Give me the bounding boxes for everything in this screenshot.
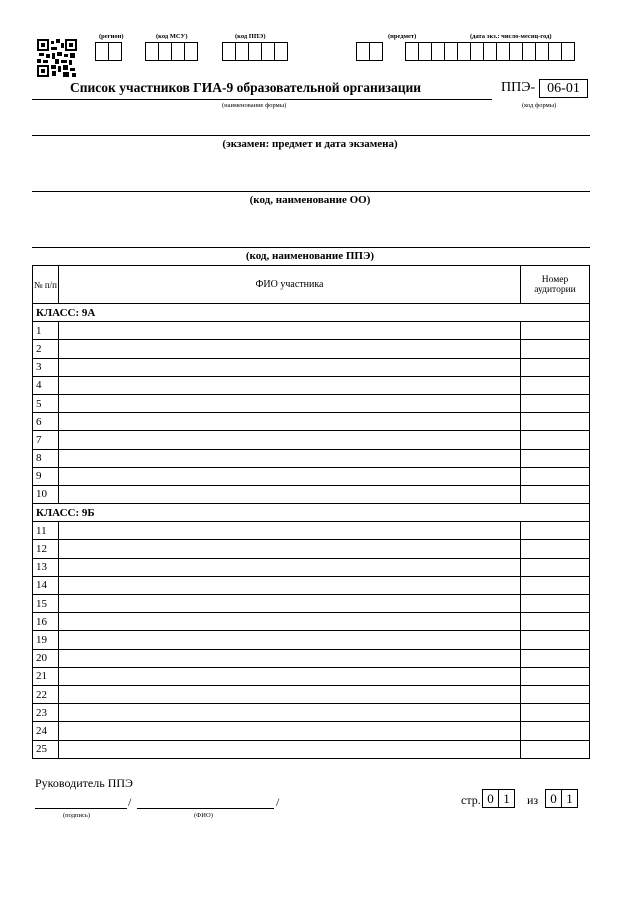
room-cell[interactable]	[521, 449, 590, 467]
fio-cell[interactable]	[59, 376, 521, 394]
room-cell[interactable]	[521, 522, 590, 540]
qr-code	[37, 39, 77, 77]
sign-caption: (подпись)	[63, 812, 90, 819]
fio-cell[interactable]	[59, 449, 521, 467]
room-cell[interactable]	[521, 631, 590, 649]
page-digit: 0	[482, 789, 499, 808]
region-boxes[interactable]	[95, 42, 122, 61]
row-number: 1	[33, 322, 59, 340]
table-row	[33, 485, 590, 503]
row-number: 21	[33, 667, 59, 685]
fio-cell[interactable]	[59, 358, 521, 376]
room-cell[interactable]	[521, 722, 590, 740]
table-row	[33, 340, 590, 358]
table-row	[33, 740, 590, 758]
fio-cell[interactable]	[59, 740, 521, 758]
row-number: 16	[33, 613, 59, 631]
msu-boxes[interactable]	[145, 42, 198, 61]
fio-cell[interactable]	[59, 704, 521, 722]
row-number: 8	[33, 449, 59, 467]
fio-cell[interactable]	[59, 413, 521, 431]
room-cell[interactable]	[521, 467, 590, 485]
date-label: (дата экз.: число-месяц-год)	[470, 33, 552, 40]
table-row	[33, 358, 590, 376]
room-cell[interactable]	[521, 485, 590, 503]
room-cell[interactable]	[521, 667, 590, 685]
form-code: 06-01	[539, 79, 588, 98]
room-cell[interactable]	[521, 740, 590, 758]
room-cell[interactable]	[521, 685, 590, 703]
room-cell[interactable]	[521, 576, 590, 594]
subject-label: (предмет)	[388, 33, 417, 40]
of-label: из	[527, 793, 539, 807]
row-number: 25	[33, 740, 59, 758]
room-cell[interactable]	[521, 704, 590, 722]
fio-cell[interactable]	[59, 540, 521, 558]
head-label: Руководитель ППЭ	[35, 776, 133, 790]
row-number: 11	[33, 522, 59, 540]
class-label: КЛАСС: 9Б	[33, 504, 590, 522]
ppe-code-label: (код ППЭ)	[235, 33, 266, 40]
fio-cell[interactable]	[59, 485, 521, 503]
room-cell[interactable]	[521, 431, 590, 449]
table-row	[33, 667, 590, 685]
fio-cell[interactable]	[59, 467, 521, 485]
class-row	[33, 504, 590, 522]
class-label: КЛАСС: 9А	[33, 304, 590, 322]
page-label: стр.	[461, 793, 481, 807]
page-number	[482, 789, 515, 808]
region-label: (регион)	[99, 33, 124, 40]
table-row	[33, 613, 590, 631]
table-row	[33, 558, 590, 576]
row-number: 19	[33, 631, 59, 649]
page-total	[545, 789, 578, 808]
row-number: 4	[33, 376, 59, 394]
table-row	[33, 722, 590, 740]
room-cell[interactable]	[521, 322, 590, 340]
exam-caption: (экзамен: предмет и дата экзамена)	[222, 138, 398, 150]
form-title: Список участников ГИА-9 образовательной организации	[70, 80, 422, 95]
table-row	[33, 322, 590, 340]
table-row	[33, 595, 590, 613]
room-cell[interactable]	[521, 340, 590, 358]
class-row	[33, 304, 590, 322]
page-digit: 1	[498, 789, 515, 808]
room-cell[interactable]	[521, 595, 590, 613]
fio-cell[interactable]	[59, 667, 521, 685]
table-row	[33, 394, 590, 412]
form-code-prefix: ППЭ-	[501, 80, 536, 95]
participants-table	[32, 265, 590, 759]
oo-caption: (код, наименование ОО)	[249, 194, 371, 206]
row-number: 7	[33, 431, 59, 449]
room-cell[interactable]	[521, 358, 590, 376]
row-number: 9	[33, 467, 59, 485]
row-number: 22	[33, 685, 59, 703]
table-row	[33, 576, 590, 594]
fio-cell[interactable]	[59, 722, 521, 740]
form-name-caption: (наименование формы)	[222, 102, 287, 109]
room-cell[interactable]	[521, 376, 590, 394]
ppe-caption: (код, наименование ППЭ)	[245, 250, 375, 262]
room-cell[interactable]	[521, 394, 590, 412]
slash-1: /	[128, 795, 132, 809]
row-number: 6	[33, 413, 59, 431]
room-cell[interactable]	[521, 413, 590, 431]
fio-cell[interactable]	[59, 576, 521, 594]
row-number: 23	[33, 704, 59, 722]
total-digit: 0	[545, 789, 562, 808]
row-number: 13	[33, 558, 59, 576]
table-row	[33, 413, 590, 431]
table-row	[33, 376, 590, 394]
room-cell[interactable]	[521, 649, 590, 667]
col-fio-header: ФИО участника	[59, 266, 521, 304]
fio-cell[interactable]	[59, 558, 521, 576]
fio-cell[interactable]	[59, 613, 521, 631]
row-number: 5	[33, 394, 59, 412]
table-row	[33, 631, 590, 649]
table-row	[33, 685, 590, 703]
subject-boxes[interactable]	[356, 42, 383, 61]
row-number: 10	[33, 485, 59, 503]
fio-cell[interactable]	[59, 522, 521, 540]
row-number: 2	[33, 340, 59, 358]
row-number: 24	[33, 722, 59, 740]
room-cell[interactable]	[521, 540, 590, 558]
table-row	[33, 522, 590, 540]
table-row	[33, 540, 590, 558]
msu-label: (код МСУ)	[156, 33, 188, 40]
table-row	[33, 467, 590, 485]
room-cell[interactable]	[521, 558, 590, 576]
table-row	[33, 704, 590, 722]
row-number: 15	[33, 595, 59, 613]
fio-cell[interactable]	[59, 431, 521, 449]
ppe-code-boxes[interactable]	[222, 42, 288, 61]
date-boxes[interactable]	[405, 42, 575, 61]
table-row	[33, 449, 590, 467]
total-digit: 1	[561, 789, 578, 808]
row-number: 12	[33, 540, 59, 558]
form-code-caption: (код формы)	[522, 102, 557, 109]
fio-cell[interactable]	[59, 631, 521, 649]
fio-cell[interactable]	[59, 649, 521, 667]
slash-2: /	[276, 795, 280, 809]
row-number: 20	[33, 649, 59, 667]
col-room-header: Номер аудитории	[521, 266, 590, 304]
fio-caption: (ФИО)	[194, 812, 213, 819]
row-number: 3	[33, 358, 59, 376]
row-number: 14	[33, 576, 59, 594]
fio-cell[interactable]	[59, 340, 521, 358]
table-row	[33, 649, 590, 667]
room-cell[interactable]	[521, 613, 590, 631]
col-num-header: № п/п	[33, 266, 59, 304]
fio-cell[interactable]	[59, 394, 521, 412]
fio-cell[interactable]	[59, 322, 521, 340]
table-row	[33, 431, 590, 449]
fio-cell[interactable]	[59, 685, 521, 703]
fio-cell[interactable]	[59, 595, 521, 613]
